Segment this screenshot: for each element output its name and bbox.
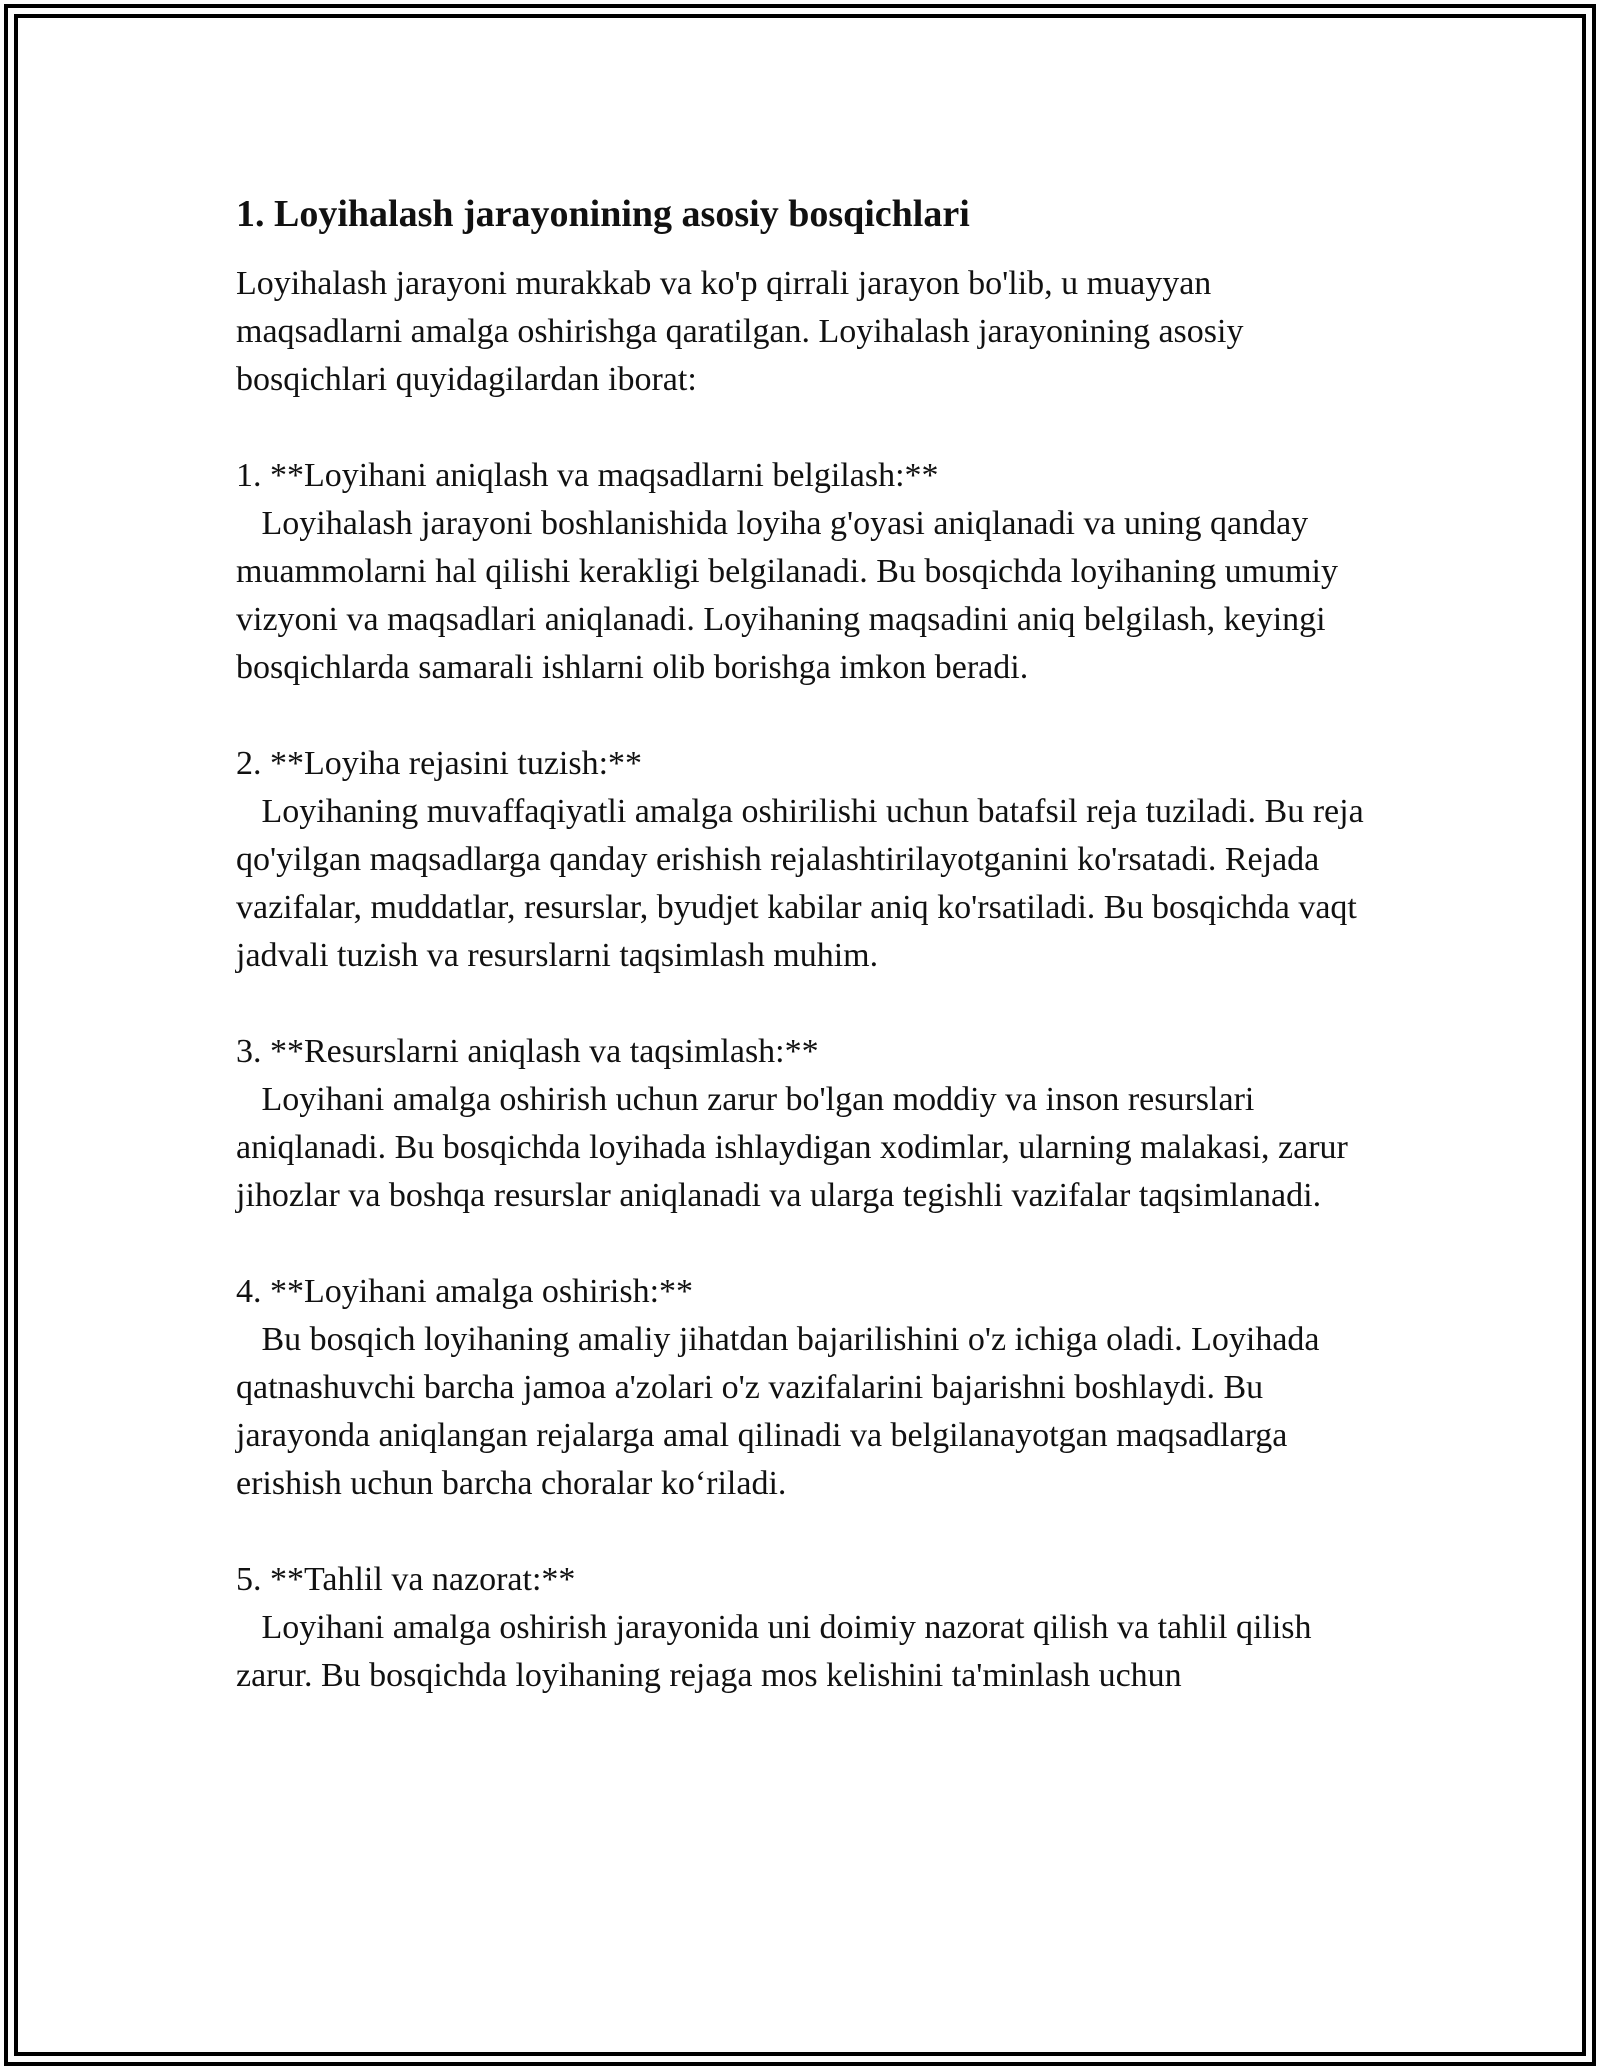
list-item-body: Loyihani amalga oshirish jarayonida uni doimiy nazorat qilish va tahlil qilish zarur. Bu bosqichda loyihaning rejaga mos kelishini ta'minlash uchun [236, 1609, 1321, 1694]
list-item-title: 4. **Loyihani amalga oshirish:** [236, 1273, 694, 1310]
list-item-title: 2. **Loyiha rejasini tuzish:** [236, 745, 643, 782]
list-item-body: Loyihani amalga oshirish uchun zarur bo'lgan moddiy va inson resurslari aniqlanadi. Bu bosqichda loyihada ishlaydigan xodimlar, ularning malakasi, zarur jihozlar va boshqa resurslar aniqlanadi va ularga tegishli vazifalar taqsimlanadi. [236, 1081, 1357, 1214]
intro-paragraph: Loyihalash jarayoni murakkab va ko'p qirrali jarayon bo'lib, u muayyan maqsadlarni amalga oshirishga qaratilgan. Loyihalash jarayonining asosiy bosqichlari quyidagilardan iborat: [236, 265, 1252, 398]
list-item-body: Loyihaning muvaffaqiyatli amalga oshirilishi uchun batafsil reja tuziladi. Bu reja qo'yilgan maqsadlarga qanday erishish rejalashtirilayotganini ko'rsatadi. Rejada vazifalar, muddatlar, resurslar, byudjet kabilar aniq ko'rsatiladi. Bu bosqichda vaqt jadvali tuzish va resurslarni taqsimlash muhim. [236, 793, 1373, 974]
spacer [236, 980, 1376, 1028]
list-item [236, 1556, 1376, 1700]
list-item [236, 452, 1376, 692]
list-item-body: Bu bosqich loyihaning amaliy jihatdan bajarilishini o'z ichiga oladi. Loyihada qatnashuvchi barcha jamoa a'zolari o'z vazifalarini bajarishni boshlaydi. Bu jarayonda aniqlangan rejalarga amal qilinadi va belgilanayotgan maqsadlarga erishish uchun barcha choralar ko‘riladi. [236, 1321, 1329, 1502]
list-item-title: 3. **Resurslarni aniqlash va taqsimlash:** [236, 1033, 819, 1070]
section-heading: 1. Loyihalash jarayonining asosiy bosqichlari [236, 193, 970, 235]
list-item [236, 740, 1376, 980]
document-content [236, 180, 1376, 1700]
spacer [236, 404, 1376, 452]
list-item-body: Loyihalash jarayoni boshlanishida loyiha g'oyasi aniqlanadi va uning qanday muammolarni hal qilishi kerakligi belgilanadi. Bu bosqichda loyihaning umumiy vizyoni va maqsadlari aniqlanadi. Loyihaning maqsadini aniq belgilash, keyingi bosqichlarda samarali ishlarni olib borishga imkon beradi. [236, 505, 1347, 686]
spacer [236, 1508, 1376, 1556]
spacer [236, 1220, 1376, 1268]
list-item [236, 1268, 1376, 1508]
list-item-title: 1. **Loyihani aniqlash va maqsadlarni belgilash:** [236, 457, 939, 494]
list-item-title: 5. **Tahlil va nazorat:** [236, 1561, 576, 1598]
list-item [236, 1028, 1376, 1220]
spacer [236, 692, 1376, 740]
